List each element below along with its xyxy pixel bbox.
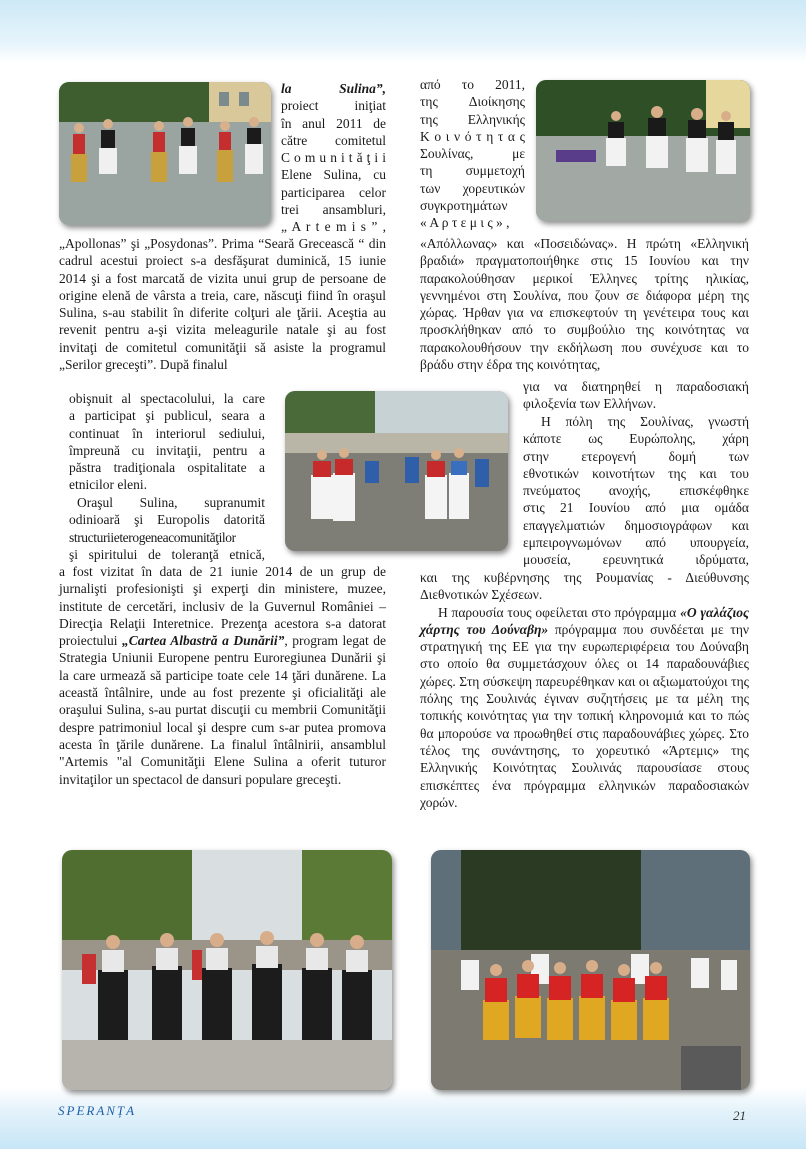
text-line: στην ετερογενή δομή των	[523, 448, 749, 464]
photo-dancers-square-left	[59, 82, 271, 225]
text-line: κάποτε ως Ευρώπολης, χάρη	[523, 431, 749, 447]
magazine-title: SPERANȚA	[58, 1103, 137, 1118]
text-line: obişnuit al spectacolului, la care	[69, 391, 265, 406]
text-line: păstra tradiţionala ospitalitate a	[69, 460, 265, 476]
right-paragraph-2-rest	[420, 569, 749, 811]
photo-dancers-night-bottom-right	[431, 850, 750, 1090]
text-line: εθνοτικών κοινοτήτων της και του	[523, 465, 749, 481]
photo-dancers-group-middle	[285, 391, 508, 551]
text-line: πνεύματος ανοχής, επισκέφθηκε	[523, 483, 749, 499]
text-line: odinioară şi Europolis datorită	[69, 512, 265, 528]
page-number: 21	[733, 1108, 746, 1123]
right-wrap-lines-2	[523, 413, 749, 569]
text-line: της Ελληνικής	[420, 111, 525, 127]
text-line: Elene Sulina, cu	[281, 167, 386, 183]
text-line: φιλοξενία των Ελλήνων.	[523, 396, 657, 412]
paragraph-text: , program legat de Strategia Uniunii Europene pentru Euroregiunea Dunării şi la care urmează să participe toate cele 14 ţări dunărene. La această întâlnire, unde au fost prezente şi oficialităţi ale oraşului Sulina, s-au purtat discuţii cu membrii Comunităţii despre patrimoniul local şi despre cum s-ar putea promova acesta în ţările dunărene. La finalul întâlnirii, ansamblul "Artemis "al Comunităţii Elene Sulina a oferit tuturor invitaţilor un spectacol de dansuri populare greceşti.	[59, 633, 386, 787]
text-line: structuriieterogeneacomunităţilor	[69, 529, 236, 545]
text-line: trei ansambluri,	[281, 202, 386, 218]
paragraph-text: πρόγραμμα που συνδέεται με την στρατηγική της ΕΕ για την ευρωπεριφέρεια του Δούναβη στο οποίο θα συμμετάσχουν όλες οι 14 παραδουνάβιες χώρες. Στη σύσκεψη παρευρέθηκαν και οι αξιωματούχοι της πόλης της Σουλινάς έγιναν συζητήσεις με τα μέλη της τοπικής κοινότητας για την τοπική κληρονομιά και το πώς θα μπορούσε να προωθηθεί στις παραδουνάβιες χώρες. Στο τέλος της συνάντησης, το χορευτικό «Άρτεμις» της Ελληνικής Κοινότητας Σουλινάς παρουσίασε στους επισκέπτες ένα πρόγραμμα ελληνικών παραδοσιακών χορών.	[420, 621, 749, 810]
text-line: για να διατηρηθεί η παραδοσιακή	[523, 379, 749, 394]
photo-dancers-line-bottom-left	[62, 850, 392, 1090]
right-paragraph-1	[420, 235, 749, 373]
text-line: şi spiritului de toleranţă etnică,	[69, 546, 265, 562]
text-line: Oraşul Sulina, supranumit	[77, 495, 265, 510]
text-line: C o m u n i t ă ţ i i	[281, 150, 386, 166]
left-wrap-lines-1	[69, 390, 265, 494]
text-line: împreună cu invitaţii, pentru a	[69, 442, 265, 458]
photo-dancers-square-right	[536, 80, 750, 221]
paragraph-text: „Apollonas” şi „Posydonas”. Prima “Seară Grecească “ din cadrul acestui proiect s-a desfăşurat duminică, 15 iunie 2014 şi a fost marcată de vizita unui grup de persoane de origine elenă de vârsta a treia, care, născuţi fiind în oraşul Sulina, s-au stabilit în diferite colţuri ale ţării. Aceştia au revenit pentru a-şi vizita meleagurile natale şi au fost invitaţi de comitetul comunităţii să asiste la programul „Serilor greceşti”. După finalul	[59, 236, 386, 373]
program-title-emphasis: «Ο γαλάζιος χάρτης του Δούναβη»	[420, 604, 750, 637]
text-line: proiect iniţiat	[281, 98, 386, 114]
text-line: από το 2011,	[420, 77, 525, 92]
paragraph-text: «Απόλλωνας» και «Ποσειδώνας». Η πρώτη «Ελληνική βραδιά» πραγματοποιήθηκε στις 15 Ιουνίου και την παρακολούθησαν μερικοί Έλληνες τρίτης ηλικίας, γεννημένοι στη Σουλίνα, που ζουν σε διάφορα μέρη της χώρας. Ήρθαν για να επισκεφτούν τη γενέτειρα τους και προσκλήθηκαν από το συμβούλιο της κοινότητας να παρακολουθήσουν την εκδήλωση που συνέχυσε και το βράδυ στην έδρα της κοινότητας,	[420, 236, 749, 373]
text-line: „ A r t e m i s ” ,	[281, 219, 386, 235]
text-line: επαγγελματιών δημοσιογράφων και	[523, 517, 749, 533]
paragraph-text: a fost vizitat în data de 21 iunie 2014 de un grup de jurnalişti profesionişti şi experţi din ministere, muzee, institute de cercetări, inclusiv de la Guvernul României – Direcţia Relaţii Interetnice. Prezenţa acestora s-a datorat proiectului	[59, 564, 386, 649]
text-line: continuat în interiorul sediului,	[69, 425, 265, 441]
text-line: a participat şi publicul, seara a	[69, 408, 265, 424]
right-top-wrap-lines	[420, 76, 525, 232]
left-top-wrap-lines	[281, 80, 386, 236]
left-paragraph-1	[59, 235, 386, 373]
text-line: Σουλίνας, με	[420, 146, 525, 162]
text-line: συγκροτημάτων	[420, 198, 508, 214]
paragraph-text: και της κυβέρνησης της Ρουμανίας - Διεύθυνσης Διεθνοτικών Σχέσεων.	[420, 570, 749, 603]
text-line: participarea celor	[281, 184, 386, 200]
text-line: către comitetul	[281, 132, 386, 148]
text-line: εμπειρογνωμόνων από υπουργεία,	[523, 535, 749, 551]
text-line: la Sulina”,	[281, 81, 386, 96]
project-title-emphasis: „Cartea Albastră a Dunării”	[122, 633, 285, 649]
top-decor-band	[0, 0, 806, 62]
text-line: τη συμμετοχή	[420, 163, 525, 179]
text-line: Η πόλη της Σουλίνας, γνωστή	[541, 414, 749, 429]
left-wrap-lines-2	[69, 494, 265, 563]
text-line: της Διοίκησης	[420, 94, 525, 110]
text-line: Κ ο ι ν ό τ η τ α ς	[420, 128, 525, 144]
left-paragraph-2-rest	[59, 563, 386, 788]
text-line: « Α ρ τ ε μ ι ς » ,	[420, 215, 510, 231]
paragraph-text: Η παρουσία τους οφείλεται στο πρόγραμμα	[438, 604, 681, 620]
text-line: etnicilor eleni.	[69, 477, 147, 493]
text-line: μουσεία, ερευνητικά ιδρύματα,	[523, 552, 749, 568]
text-line: στις 21 Ιουνίου από μια ομάδα	[523, 500, 749, 516]
right-wrap-lines-1	[523, 378, 749, 413]
text-line: în anul 2011 de	[281, 115, 386, 131]
text-line: των χορευτικών	[420, 180, 525, 196]
